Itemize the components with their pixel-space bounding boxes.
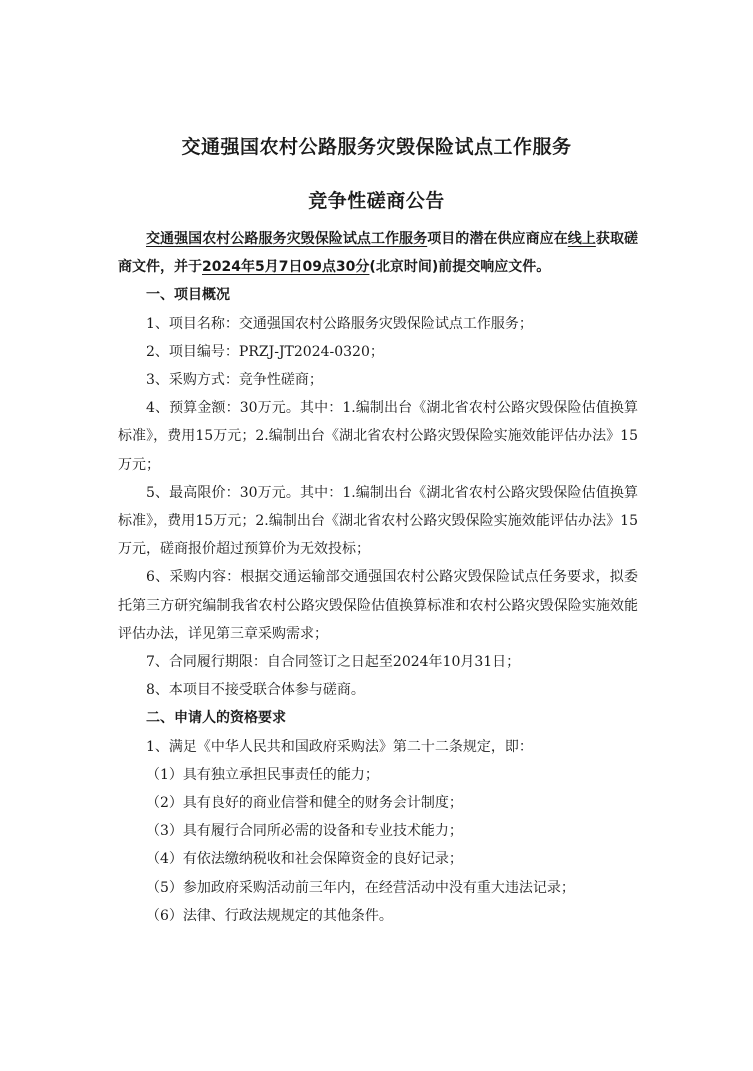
section1-item-4: 4、预算金额：30万元。其中：1.编制出台《湖北省农村公路灾毁保险估值换算标准》，费用15万元；2.编制出台《湖北省农村公路灾毁保险实施效能评估办法》15万元； xyxy=(118,400,638,473)
section1-item-1: 1、项目名称：交通强国农村公路服务灾毁保险试点工作服务； xyxy=(146,315,533,332)
intro-text-c: (北京时间)前提交响应文件。 xyxy=(369,259,551,276)
section1-item-3: 3、采购方式：竞争性磋商； xyxy=(146,372,323,389)
intro-paragraph xyxy=(118,225,638,281)
section1-item-8: 8、本项目不接受联合体参与磋商。 xyxy=(146,682,365,699)
section2-intro: 1、满足《中华人民共和国政府采购法》第二十二条规定，即： xyxy=(146,738,533,755)
intro-text-b: 获取磋商文件，并于 xyxy=(118,231,639,276)
section1-item-6: 6、采购内容：根据交通运输部交通强国农村公路灾毁保险试点任务要求，拟委托第三方研究编制我省农村公路灾毁保险估值换算标准和农村公路灾毁保险实施效能评估办法，详见第三章采购需求； xyxy=(118,569,638,642)
section1-heading: 一、项目概况 xyxy=(146,287,230,304)
intro-online: 线上 xyxy=(567,231,596,247)
section2-item-4: （4）有依法缴纳税收和社会保障资金的良好记录； xyxy=(146,851,463,868)
section2-item-2: （2）具有良好的商业信誉和健全的财务会计制度； xyxy=(146,795,463,812)
intro-text-a: 项目的潜在供应商应在 xyxy=(427,231,568,247)
section2-item-1: （1）具有独立承担民事责任的能力； xyxy=(146,766,379,783)
section2-heading: 二、申请人的资格要求 xyxy=(146,710,286,727)
document-subtitle: 竞争性磋商公告 xyxy=(308,190,445,212)
intro-project-name: 交通强国农村公路服务灾毁保险试点工作服务 xyxy=(146,231,428,247)
section2-item-6: （6）法律、行政法规规定的其他条件。 xyxy=(146,907,393,924)
document-body xyxy=(118,225,638,930)
section2-item-5: （5）参加政府采购活动前三年内，在经营活动中没有重大违法记录； xyxy=(146,879,575,896)
document-title: 交通强国农村公路服务灾毁保险试点工作服务 xyxy=(181,136,572,158)
intro-deadline: 2024年5月7日09点30分 xyxy=(202,259,370,276)
section2-item-3: （3）具有履行合同所必需的设备和专业技术能力； xyxy=(146,823,463,840)
section1-item-7: 7、合同履行期限：自合同签订之日起至2024年10月31日； xyxy=(146,654,521,671)
section1-item-5: 5、最高限价：30万元。其中：1.编制出台《湖北省农村公路灾毁保险估值换算标准》，费用15万元；2.编制出台《湖北省农村公路灾毁保险实施效能评估办法》15万元，磋商报价超过预算价为无效投标； xyxy=(118,484,638,558)
section1-item-2: 2、项目编号：PRZJ-JT2024-0320； xyxy=(146,343,384,360)
